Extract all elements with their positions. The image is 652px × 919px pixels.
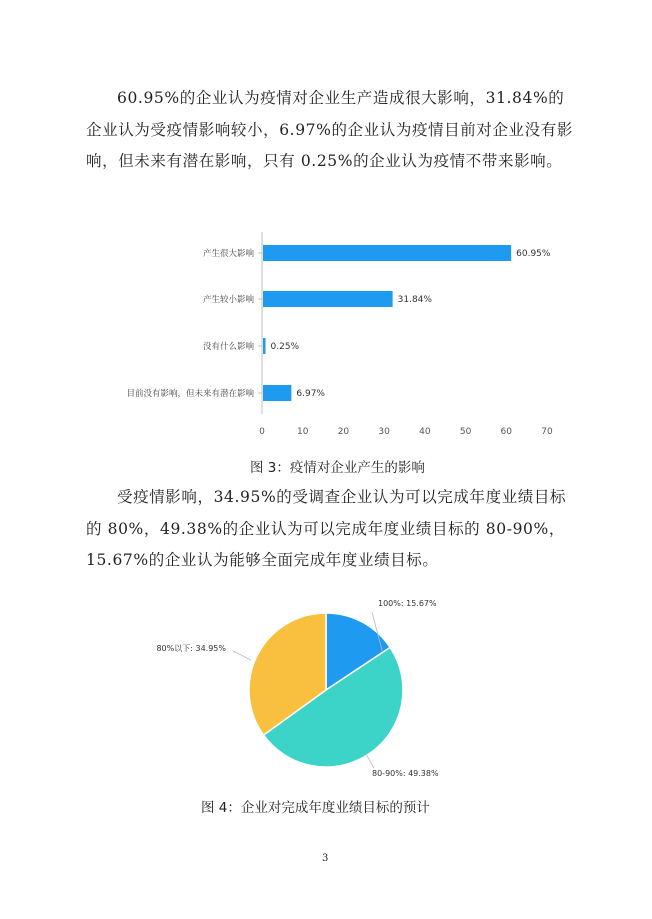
bar-value-label: 60.95% [516, 249, 551, 259]
x-tick-label: 60 [500, 427, 513, 437]
pie-leader-line [233, 651, 251, 660]
bar [263, 291, 393, 307]
pie-data-label: 100%: 15.67% [378, 599, 437, 608]
figure-3-caption: 图 3：疫情对企业产生的影响 [250, 460, 425, 476]
pie-slice [326, 613, 390, 690]
bar-value-label: 31.84% [397, 295, 432, 305]
pie-data-label: 80-90%: 49.38% [372, 769, 439, 778]
x-tick-label: 40 [419, 427, 431, 437]
bar [263, 245, 511, 261]
bar-value-label: 6.97% [296, 389, 325, 399]
bar [263, 338, 266, 354]
pie-data-label: 80%以下: 34.95% [156, 644, 226, 653]
pie-slice [264, 647, 403, 767]
category-label: 没有什么影响 [202, 342, 254, 352]
category-label: 目前没有影响，但未来有潜在影响 [126, 389, 254, 399]
x-tick-label: 10 [296, 427, 309, 437]
paragraph-impact: 60.95%的企业认为疫情对企业生产造成很大影响，31.84%的企业认为受疫情影响较小，6.97%的企业认为疫情目前对企业没有影响，但未来有潜在影响，只有 0.25%的企业认为疫情不带来影响。 [86, 89, 573, 170]
x-tick-label: 30 [378, 427, 390, 437]
bar [263, 385, 291, 401]
category-label: 产生较小影响 [202, 295, 254, 305]
x-tick-label: 50 [459, 427, 472, 437]
x-tick-label: 0 [259, 427, 265, 437]
pie-slice [249, 613, 326, 735]
category-label: 产生很大影响 [202, 249, 254, 259]
pie-leader-line [372, 612, 383, 654]
bar-value-label: 0.25% [270, 342, 300, 352]
x-tick-label: 20 [337, 427, 350, 437]
x-tick-label: 70 [541, 427, 553, 437]
pie-leader-line [366, 754, 374, 768]
paragraph-targets: 受疫情影响，34.95%的受调查企业认为可以完成年度业绩目标的 80%，49.38%的企业认为可以完成年度业绩目标的 80-90%，15.67%的企业认为能够全面完成年度业绩目标。 [86, 488, 567, 569]
figure-4-caption: 图 4：企业对完成年度业绩目标的预计 [201, 800, 430, 816]
page-number: 3 [322, 853, 329, 864]
